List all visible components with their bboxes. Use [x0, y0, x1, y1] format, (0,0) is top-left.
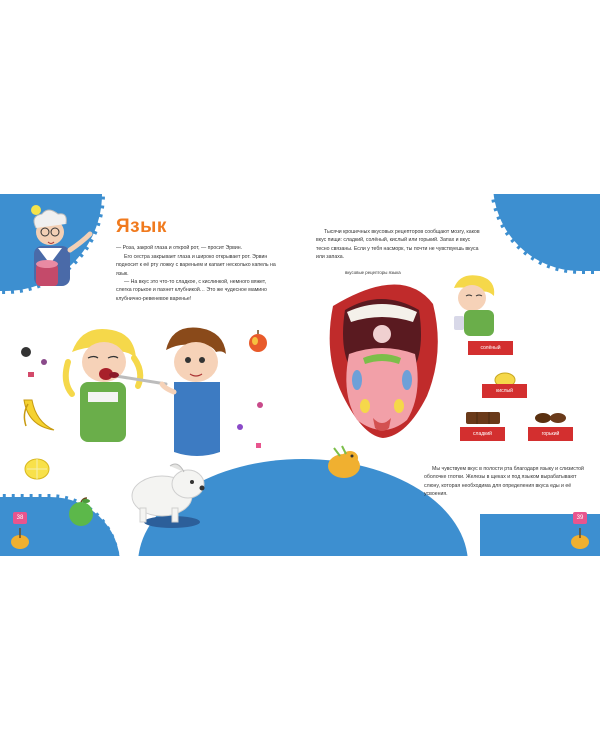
- taste-label-bitter: горький: [528, 427, 573, 441]
- lightbulb-icon: [31, 205, 41, 215]
- taste-label-salty: солёный: [468, 341, 513, 355]
- taste-label-sweet: сладкий: [460, 427, 505, 441]
- lemon-illustration: [22, 456, 52, 482]
- page-title: Язык: [116, 216, 167, 237]
- dog-illustration: [122, 450, 212, 530]
- apple-green-illustration: [66, 496, 96, 528]
- chocolate-icon: [460, 408, 505, 428]
- candy-pieces: [18, 344, 68, 384]
- girl-with-salt-illustration: [440, 270, 520, 340]
- candy-bits: [230, 399, 270, 459]
- tongue-diagram: [325, 276, 440, 441]
- left-paragraph-1: — Роза, закрой глаза и открой рот, — просит Эрвин.: [116, 245, 243, 251]
- diagram-caption: вкусовые рецепторы языка: [345, 270, 401, 275]
- salt-shaker-icon: [454, 316, 464, 330]
- banana-illustration: [18, 394, 58, 439]
- book-spread: [0, 194, 600, 556]
- left-paragraph-3: — На вкус это что-то сладкое, с кислинкой, немного вяжет, слегка горькое и пахнет клубникой… Это же чудесное мамино клубнично-ревеневое варенье!: [116, 279, 267, 302]
- right-paragraph-2: Мы чувствуем вкус в полости рта благодаря языку и слизистой оболочке глотки. Железы в щеках и под языком вырабатывают слюну, которая необходима для определения вкуса еды и её усвоения.: [424, 466, 584, 498]
- professor-illustration: [18, 204, 98, 299]
- coffee-beans-icon: [528, 408, 573, 428]
- left-paragraph-2: Его сестра закрывает глаза и широко открывает рот. Эрвин подносит к её рту ложку с вареньем и капает несколько капель на язык.: [116, 254, 276, 277]
- page-number-left: 38: [13, 512, 27, 524]
- right-paragraph-1: Тысячи крошечных вкусовых рецепторов сообщают мозгу, каков вкус пищи: сладкий, солёный, кислый или горький. Запах и вкус тесно связаны. Если у тебя насморк, ты почти не чувствуешь вкуса или запаха.: [316, 229, 480, 261]
- taste-label-sour: кислый: [482, 384, 527, 398]
- mascot-figure: [320, 442, 370, 482]
- corner-decoration-top-right: [490, 194, 600, 274]
- page-number-right: 39: [573, 512, 587, 524]
